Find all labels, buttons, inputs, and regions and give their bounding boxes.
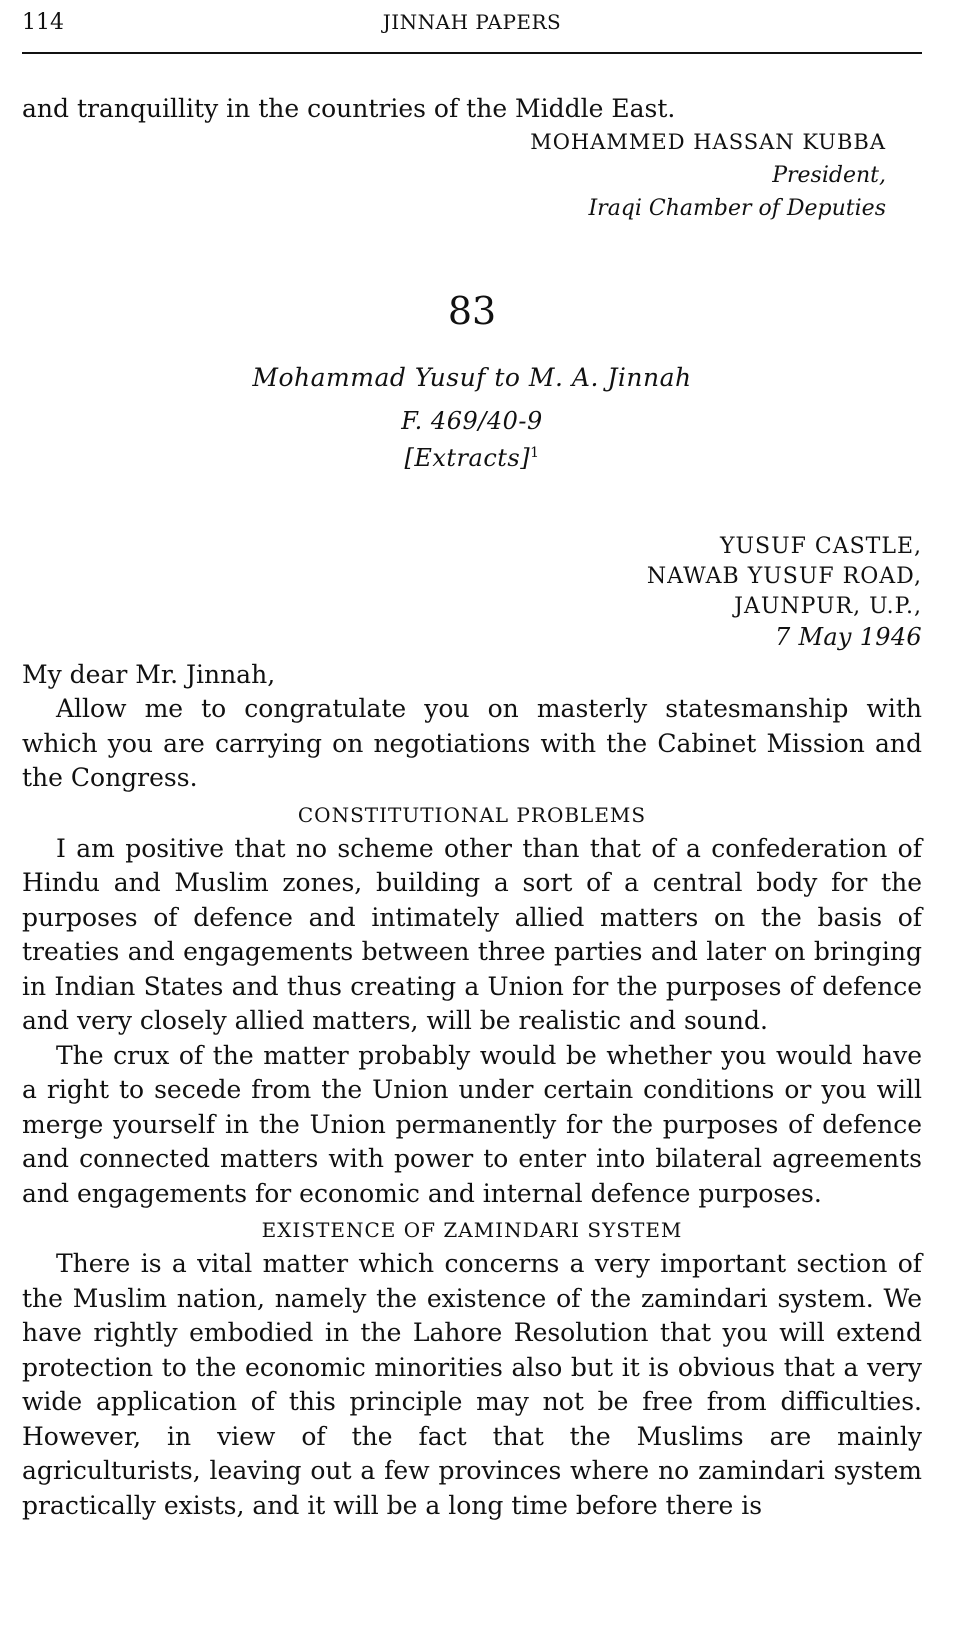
previous-letter-signature (22, 126, 922, 225)
page-header (22, 0, 922, 54)
section-heading-zamindari-system: EXISTENCE OF ZAMINDARI SYSTEM (261, 1218, 683, 1242)
zamindari-paragraph-1: There is a vital matter which concerns a very important section of the Muslim nation, namely the existence of the zamindari system. We have rightly embodied in the Lahore Resolution that you will extend protection to the economic minorities also but it is obvious that a very wide application of this principle may not be free from difficulties. However, in view of the fact that the Muslims are mainly agriculturists, leaving out a few provinces where no zamindari system practically exists, and it will be a long time before there is (22, 1249, 922, 1520)
constitutional-paragraph-2: The crux of the matter probably would be whether you would have a right to secede from the Union under certain conditions or you will merge yourself in the Union permanently for the purposes of defence and connected matters with power to enter into bilateral agreements and engagements for economic and internal defence purposes. (22, 1040, 922, 1208)
intro-paragraph: Allow me to congratulate you on masterly statesmanship with which you are carrying on negotiations with the Cabinet Mission and the Congress. (22, 694, 922, 792)
address-line-1: YUSUF CASTLE, (719, 534, 922, 559)
previous-letter-closing-line: and tranquillity in the countries of the Middle East. (22, 94, 676, 123)
constitutional-paragraph-1: I am positive that no scheme other than that of a confederation of Hindu and Muslim zones, building a sort of a central body for the purposes of defence and intimately allied matters on the basis of treaties and engagements between three parties and later on bringing in Indian States and thus creating a Union for the purposes of defence and very closely allied matters, will be realistic and sound. (22, 833, 922, 1035)
document-file-reference (22, 405, 922, 474)
extracts-label-line (22, 437, 922, 474)
address-line-3: JAUNPUR, U.P., (734, 594, 922, 619)
running-head: JINNAH PAPERS (382, 10, 562, 34)
file-ref: F. 469/40-9 (401, 407, 543, 435)
letter-date: 7 May 1946 (774, 623, 922, 651)
signatory-office: Iraqi Chamber of Deputies (588, 196, 886, 221)
footnote-marker: 1 (530, 445, 540, 461)
salutation: My dear Mr. Jinnah, (22, 660, 276, 689)
address-line-2: NAWAB YUSUF ROAD, (646, 564, 922, 589)
page-number: 114 (22, 10, 64, 35)
document-page (22, 0, 922, 1523)
sender-address (22, 532, 922, 652)
document-number: 83 (447, 289, 497, 333)
signatory-name: MOHAMMED HASSAN KUBBA (530, 130, 886, 154)
section-heading-constitutional-problems: CONSTITUTIONAL PROBLEMS (297, 802, 647, 827)
signatory-title: President, (772, 163, 886, 188)
document-title: Mohammad Yusuf to M. A. Jinnah (252, 363, 692, 392)
extracts-label: [Extracts] (404, 444, 531, 472)
